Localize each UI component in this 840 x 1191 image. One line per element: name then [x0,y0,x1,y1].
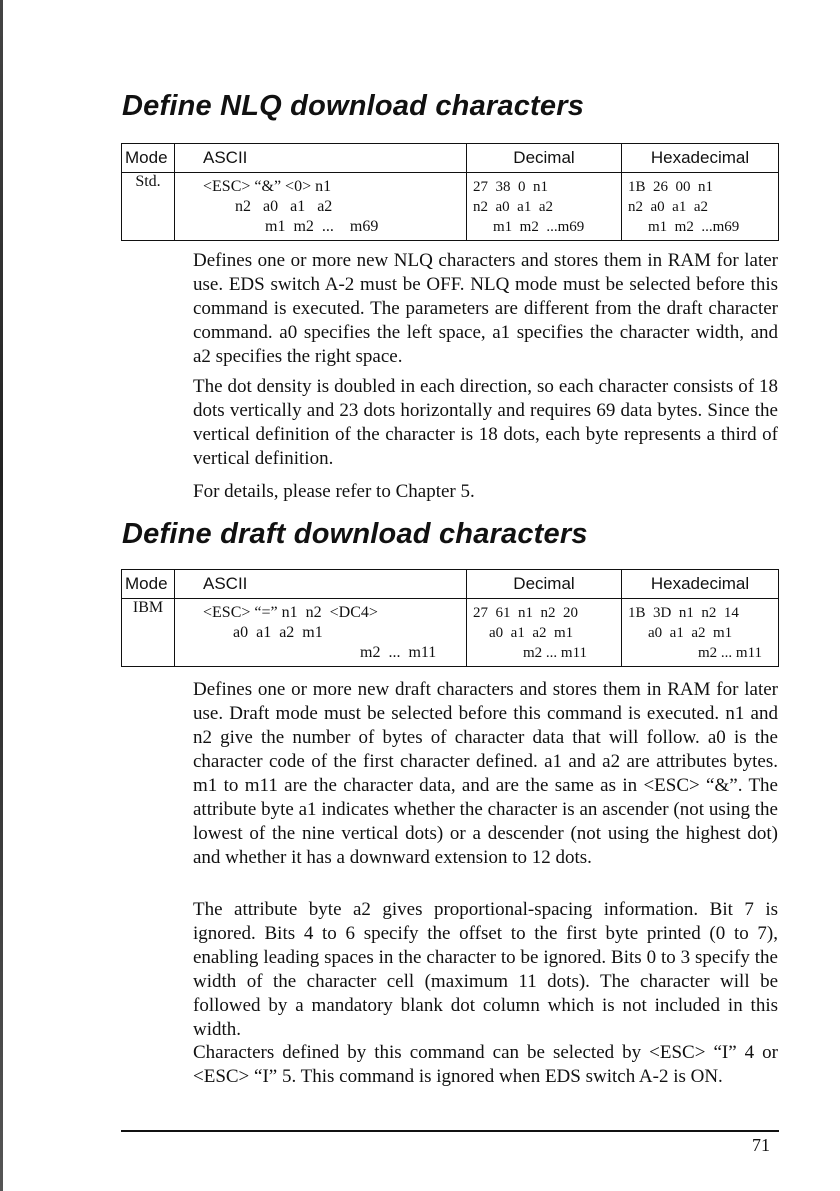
footer-rule [121,1130,779,1132]
paragraph: Defines one or more new NLQ characters and stores them in RAM for later use. EDS switch A-2 must be OFF. NLQ mode must be selected before this command is executed. The parameters are different from the draft character command. a0 specifies the left space, a1 specifies the character width, and a2 specifies the right space. [193,250,778,367]
scan-edge-shadow [0,0,3,1191]
header-ascii: ASCII [175,570,467,599]
command-table-nlq [121,143,779,241]
hex-line: a0 a1 a2 m1 [648,625,733,641]
section-heading-draft: Define draft download characters [122,518,588,550]
table-header-row [122,570,779,599]
hex-line: n2 a0 a1 a2 [628,199,708,215]
table-row [122,599,779,667]
decimal-cell [467,599,622,667]
paragraph: For details, please refer to Chapter 5. [193,481,475,502]
decimal-line: m2 ... m11 [523,645,588,661]
paragraph: Defines one or more new draft characters and stores them in RAM for later use. Draft mode must be selected before this command is executed. n1 and n2 give the number of bytes of character data that will follow. a0 is the character code of the first character defined. a1 and a2 are attributes bytes. m1 to m11 are the character data, and are the same as in <ESC> “&”. The attribute byte a1 indicates whether the character is an ascender (not using the lowest of the nine vertical dots) or a descender (not using the highest dot) and whether it has a downward extension to 12 dots. [193,679,778,868]
header-hexadecimal: Hexadecimal [622,570,779,599]
header-mode: Mode [122,144,175,173]
decimal-line: a0 a1 a2 m1 [489,625,574,641]
header-decimal: Decimal [467,144,622,173]
page-number: 71 [752,1135,770,1155]
ascii-cell [175,599,467,667]
ascii-line: <ESC> “=” n1 n2 <DC4> [203,604,378,621]
table-header-row [122,144,779,173]
paragraph: Characters defined by this command can be selected by <ESC> “I” 4 or <ESC> “I” 5. This command is ignored when EDS switch A-2 is ON. [193,1042,778,1087]
header-ascii: ASCII [175,144,467,173]
hex-cell [622,599,779,667]
decimal-cell [467,173,622,241]
header-hexadecimal: Hexadecimal [622,144,779,173]
header-mode: Mode [122,570,175,599]
hex-line: 1B 3D n1 n2 14 [628,605,739,621]
hex-cell [622,173,779,241]
paragraph: The dot density is doubled in each direction, so each character consists of 18 dots vertically and 23 dots horizontally and requires 69 data bytes. Since the vertical definition of the character is 18 dots, each byte represents a third of vertical definition. [193,376,778,469]
decimal-line: n2 a0 a1 a2 [473,199,553,215]
mode-cell: IBM [122,599,175,667]
decimal-line: m1 m2 ...m69 [493,219,585,235]
mode-cell: Std. [122,173,175,241]
ascii-line: n2 a0 a1 a2 [235,198,333,215]
ascii-line: a0 a1 a2 m1 [233,624,323,641]
hex-line: 1B 26 00 n1 [628,179,714,195]
hex-line: m1 m2 ...m69 [648,219,740,235]
ascii-line: m1 m2 ... m69 [265,218,379,235]
ascii-line: m2 ... m11 [360,644,437,661]
ascii-cell [175,173,467,241]
paragraph: The attribute byte a2 gives proportional-spacing information. Bit 7 is ignored. Bits 4 to 6 specify the offset to the first byte printed (0 to 7), enabling leading spaces in the character to be ignored. Bits 0 to 3 specify the width of the character cell (maximum 11 dots). The character will be followed by a mandatory blank dot column which is not included in this width. [193,899,778,1040]
hex-line: m2 ... m11 [698,645,763,661]
ascii-line: <ESC> “&” <0> n1 [203,178,332,195]
decimal-line: 27 38 0 n1 [473,179,548,195]
table-row [122,173,779,241]
decimal-line: 27 61 n1 n2 20 [473,605,578,621]
header-decimal: Decimal [467,570,622,599]
command-table-draft [121,569,779,667]
section-heading-nlq: Define NLQ download characters [122,90,585,122]
